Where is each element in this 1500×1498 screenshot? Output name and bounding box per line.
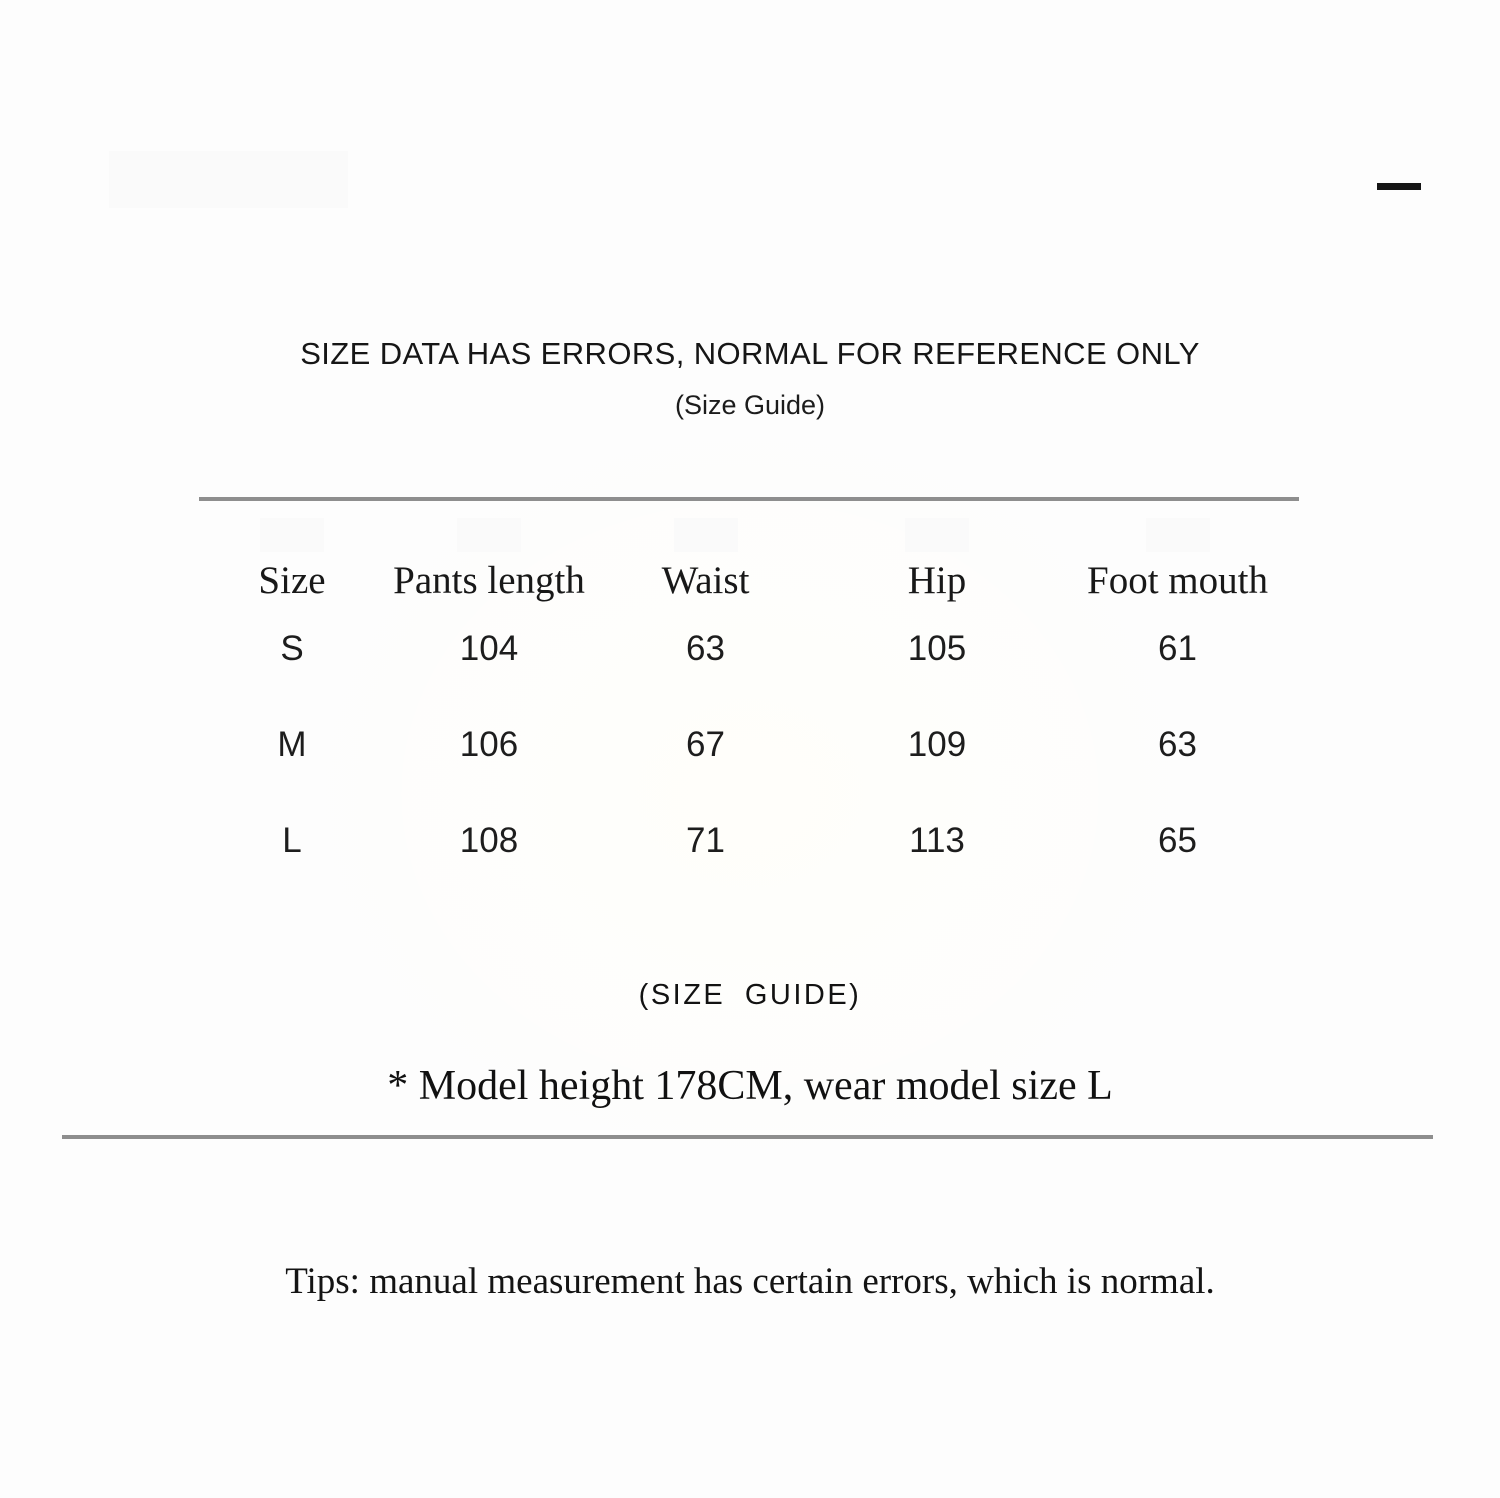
pants-length-cell: 106 [459, 725, 519, 764]
table-row-m [199, 697, 1299, 793]
watermark-logo [109, 151, 348, 208]
column-header-label: Foot mouth [1087, 559, 1268, 602]
column-header-waist [593, 501, 818, 601]
faded-text-block [1146, 518, 1210, 552]
size-cell: S [280, 629, 304, 668]
page-subtitle: (Size Guide) [674, 390, 826, 420]
column-header-label: Size [258, 559, 326, 602]
table-header-row [199, 501, 1299, 601]
waist-cell: 67 [686, 725, 725, 764]
model-height-note: * Model height 178CM, wear model size L [387, 1063, 1113, 1109]
page-title: SIZE DATA HAS ERRORS, NORMAL FOR REFERENCE ONLY [300, 336, 1200, 371]
faded-text-block [260, 518, 324, 552]
foot-mouth-cell: 63 [1158, 725, 1197, 764]
column-header-foot-mouth [1056, 501, 1299, 601]
table-row-l [199, 793, 1299, 889]
faded-text-block [457, 518, 521, 552]
size-cell: L [282, 821, 302, 860]
foot-mouth-cell: 65 [1158, 821, 1197, 860]
waist-cell: 63 [686, 629, 725, 668]
faded-text-block [674, 518, 738, 552]
column-header-pants-length [385, 501, 593, 601]
size-table [199, 497, 1299, 889]
size-guide-caption: (SIZE GUIDE) [638, 979, 862, 1011]
faded-text-block [905, 518, 969, 552]
top-right-dash [1377, 183, 1421, 190]
hip-cell: 105 [907, 629, 967, 668]
hip-cell: 113 [909, 821, 965, 860]
size-cell: M [277, 725, 307, 764]
column-header-label: Pants length [393, 559, 585, 602]
hip-cell: 109 [907, 725, 967, 764]
column-header-size [199, 501, 385, 601]
pants-length-cell: 108 [459, 821, 519, 860]
column-header-label: Hip [907, 559, 967, 602]
pants-length-cell: 104 [459, 629, 519, 668]
column-header-label: Waist [661, 559, 750, 602]
divider-line [62, 1135, 1433, 1139]
foot-mouth-cell: 61 [1158, 629, 1197, 668]
waist-cell: 71 [686, 821, 725, 860]
tips-note: Tips: manual measurement has certain errors, which is normal. [285, 1261, 1215, 1302]
column-header-hip [818, 501, 1056, 601]
table-row-s [199, 601, 1299, 697]
